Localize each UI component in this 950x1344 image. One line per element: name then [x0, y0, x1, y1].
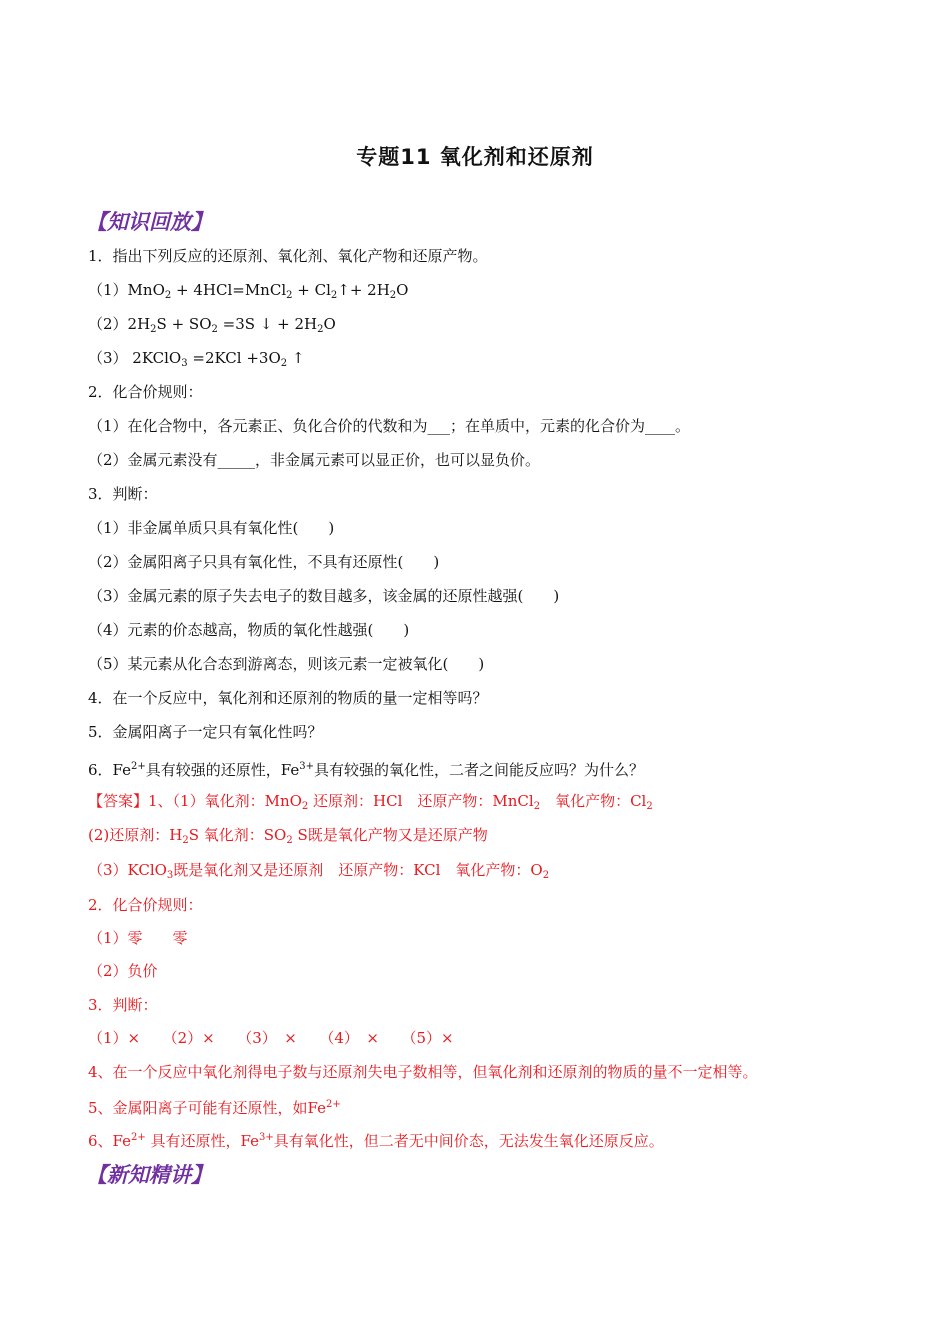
question-3: 3．判断：: [88, 485, 158, 503]
page-title: 专题11 氧化剂和还原剂: [356, 145, 594, 169]
answer-line: （2）负价: [88, 962, 158, 980]
section-heading-review: 【知识回放】: [86, 210, 212, 234]
equation-3: （3） 2KClO$_3$ $=2KCl +3O_2$ ↑: [88, 349, 305, 369]
question-3-item: （1）非金属单质只具有氧化性( ): [88, 519, 335, 537]
question-4: 4．在一个反应中，氧化剂和还原剂的物质的量一定相等吗？: [88, 689, 488, 707]
answer-line: 4、在一个反应中氧化剂得电子数与还原剂失电子数相等，但氧化剂和还原剂的物质的量不一定相等。: [88, 1063, 758, 1081]
question-3-item: （4）元素的价态越高，物质的氧化性越强( ): [88, 621, 410, 639]
question-3-item: （2）金属阳离子只具有氧化性，不具有还原性( ): [88, 553, 440, 571]
answer-line: 6、$Fe^{2+}$ 具有还原性，$Fe^{3+}$具有氧化性，但二者无中间价态，无法发生氧化还原反应。: [88, 1132, 664, 1150]
answer-line: 2．化合价规则：: [88, 896, 203, 914]
equation-1: （1）MnO$_2$ + 4HCl=MnCl$_2$ + $Cl_2↑+ 2H_2O$: [88, 281, 409, 301]
equation-2: $(2)2H_2S + SO_2 =3S$ ↓ + $2H_2O$: [88, 315, 336, 335]
question-2-item: （1）在化合物中，各元素正、负化合价的代数和为___；在单质中，元素的化合价为____。: [88, 417, 691, 435]
question-5: 5．金属阳离子一定只有氧化性吗？: [88, 723, 323, 741]
question-2-item: （2）金属元素没有_____，非金属元素可以显正价，也可以显负价。: [88, 451, 541, 469]
answer-line: （3）KClO$_3$既是氧化剂又是还原剂 还原产物：KCl 氧化产物：$O_2$: [88, 861, 550, 881]
section-heading-new: 【新知精讲】: [86, 1163, 212, 1187]
question-3-item: （3）金属元素的原子失去电子的数目越多，该金属的还原性越强( ): [88, 587, 560, 605]
question-3-item: （5）某元素从化合态到游离态，则该元素一定被氧化( ): [88, 655, 485, 673]
answer-line: 【答案】1、（1）氧化剂：MnO$_2$ 还原剂：HCl 还原产物：MnCl$_2$ 氧化产物：$Cl_2$: [88, 792, 653, 812]
answer-line: 5、金属阳离子可能有还原性，如$Fe^{2+}$: [88, 1099, 341, 1117]
answer-line: （1）× （2）× （3） × （4） × （5）×: [88, 1029, 454, 1047]
question-2: 2．化合价规则：: [88, 383, 203, 401]
answer-line: 3．判断：: [88, 996, 158, 1014]
question-6: 6．$Fe^{2+}$具有较强的还原性，$Fe^{3+}$具有较强的氧化性，二者之间能反应吗？为什么？: [88, 761, 644, 779]
question-1: 1．指出下列反应的还原剂、氧化剂、氧化产物和还原产物。: [88, 247, 488, 265]
answer-line: (2)还原剂：$H_2S$ 氧化剂：$SO_2$ S既是氧化产物又是还原产物: [88, 826, 488, 846]
answer-line: （1）零 零: [88, 929, 188, 947]
